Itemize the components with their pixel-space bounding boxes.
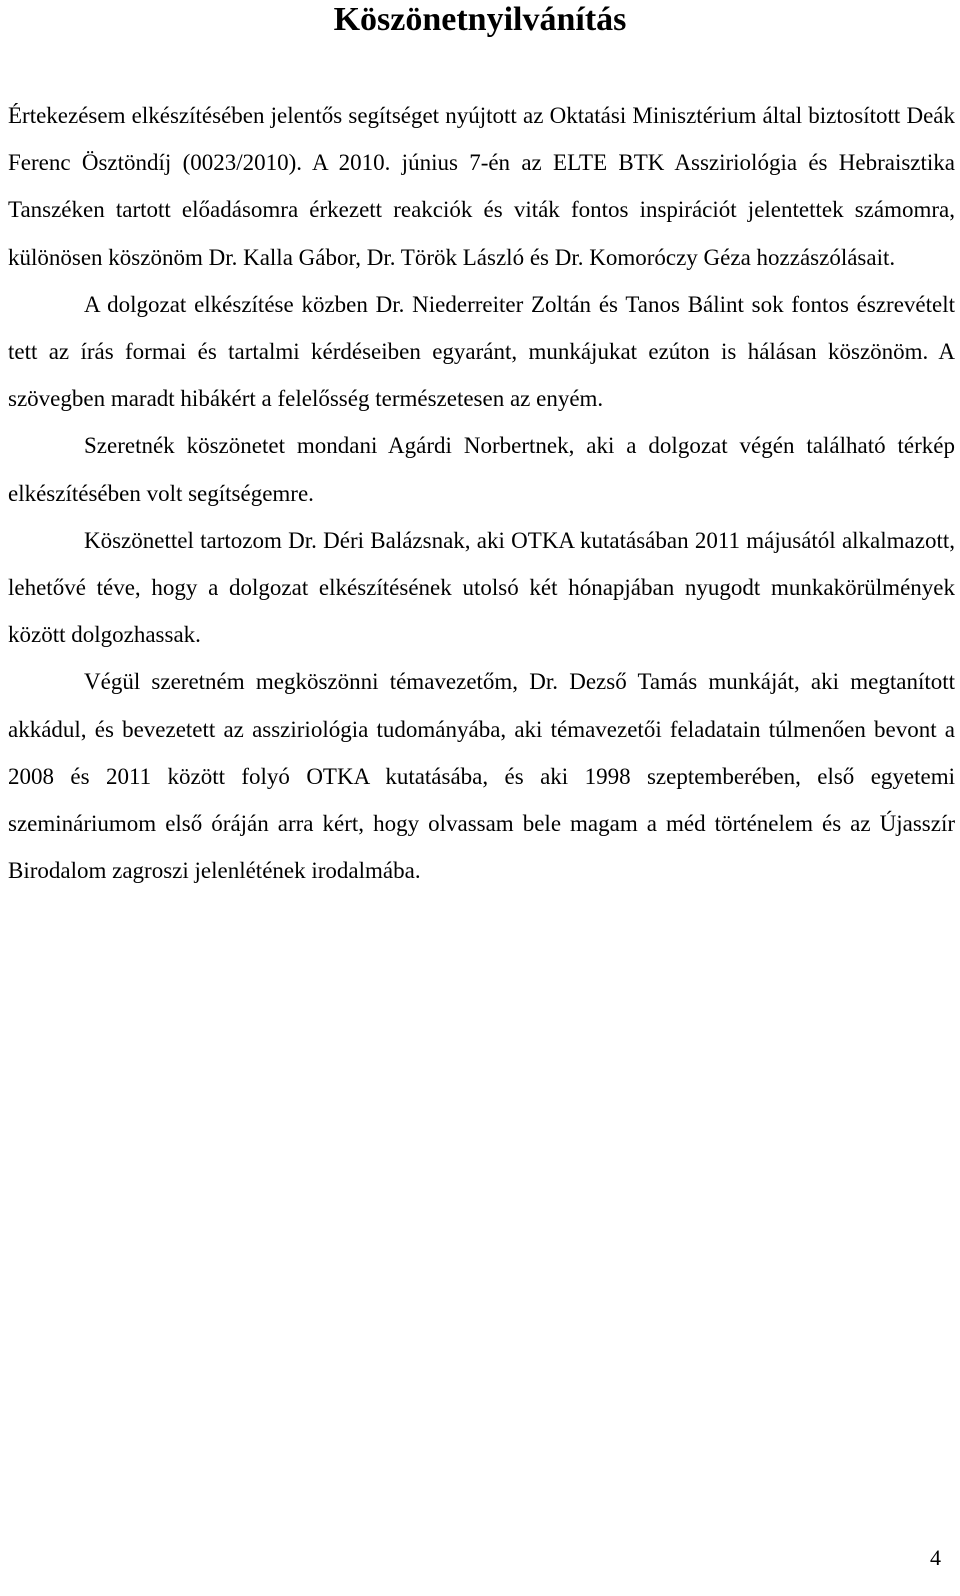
- page-title: Köszönetnyilvánítás: [333, 1, 627, 38]
- document-body: [8, 92, 955, 894]
- page-number: 4: [930, 1545, 941, 1570]
- paragraph-supervisor: Végül szeretném megköszönni témavezetőm, Dr. Dezső Tamás munkáját, aki megtanított akkádul, és bevezetett az assziriológia tudományába, aki témavezetői feladatain túlmenően bevont a 2008 és 2011 között folyó OTKA kutatásába, és aki 1998 szeptemberében, első egyetemi szemináriumom első óráján arra kért, hogy olvassam bele magam a méd történelem és az Újasszír Birodalom zagroszi jelenlétének irodalmába.: [8, 669, 955, 884]
- paragraph-funding-and-lecture: Értekezésem elkészítésében jelentős segítséget nyújtott az Oktatási Minisztérium által biztosított Deák Ferenc Ösztöndíj (0023/2010). A 2010. június 7-én az ELTE BTK Assziriológia és Hebraisztika Tanszéken tartott előadásomra érkezett reakciók és viták fontos inspirációt jelentettek számomra, különösen köszönöm Dr. Kalla Gábor, Dr. Török László és Dr. Komoróczy Géza hozzászólásait.: [8, 103, 955, 270]
- paragraph-otka-employment: Köszönettel tartozom Dr. Déri Balázsnak, aki OTKA kutatásában 2011 májusától alkalmazott, lehetővé téve, hogy a dolgozat elkészítésének utolsó két hónapjában nyugodt munkakörülmények között dolgozhassak.: [8, 527, 955, 648]
- paragraph-reviewers: A dolgozat elkészítése közben Dr. Niederreiter Zoltán és Tanos Bálint sok fontos észrevételt tett az írás formai és tartalmi kérdéseiben egyaránt, munkájukat ezúton is hálásan köszönöm. A szövegben maradt hibákért a felelősség természetesen az enyém.: [8, 291, 955, 412]
- paragraph-map-credit: Szeretnék köszönetet mondani Agárdi Norbertnek, aki a dolgozat végén található térkép elkészítésében volt segítségemre.: [8, 433, 955, 506]
